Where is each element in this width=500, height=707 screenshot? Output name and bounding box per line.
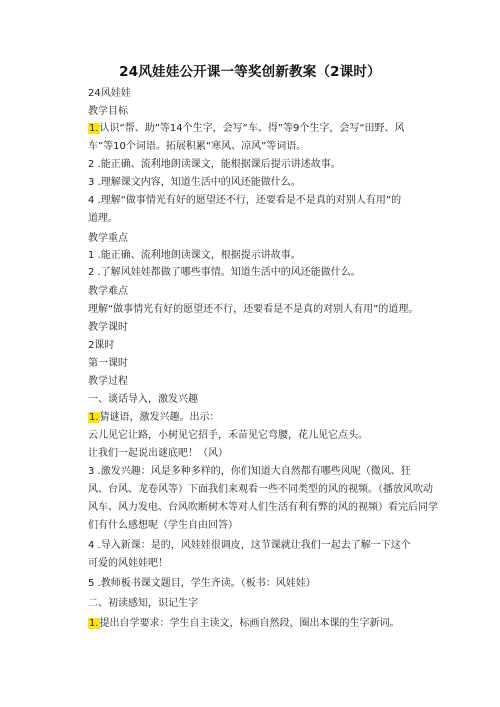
- section-heading-difficulties: 教学难点: [88, 286, 128, 297]
- step-3-line-1: 3 .激发兴趣：风是多种多样的，你们知道大自然都有哪些风呢（微风、狂: [88, 466, 411, 477]
- numbered-marker: 1.: [89, 412, 99, 423]
- objective-3: 3 .理解课文内容，知道生活中的风还能做什么。: [88, 177, 301, 188]
- objective-1: [88, 122, 418, 136]
- step-2-heading: 二、初读感知，识记生字: [88, 598, 198, 609]
- lesson-name: 24风娃娃: [88, 88, 131, 99]
- section-heading-key-points: 教学重点: [88, 233, 128, 244]
- objective-1-continued: 车”等10个词语。拓展积累“寒风、凉风”等词语。: [88, 141, 307, 152]
- step-3-line-2: 风、台风、龙卷风等）下面我们来观看一些不同类型的风的视频。（播放风吹动: [88, 484, 433, 495]
- step-5: 5 .教师板书课文题目，学生齐读。（板书：风娃娃）: [88, 578, 316, 589]
- objective-2: 2 .能正确、流利地朗读课文，能根据课后提示讲述故事。: [88, 159, 341, 170]
- riddle-text: 云儿见它让路，小树见它招手，禾苗见它弯腰，花儿见它点头。: [88, 430, 368, 441]
- step-1-heading: 一、谈话导入，激发兴趣: [88, 394, 198, 405]
- riddle-answer: 让我们一起说出谜底吧！（风）: [88, 448, 228, 459]
- document-title: 24风娃娃公开课一等奖创新教案（2课时）: [119, 64, 381, 80]
- key-point-1: 1 .能正确、流利地朗读课文，根据提示讲故事。: [88, 250, 301, 261]
- objective-4-continued: 道理。: [88, 213, 118, 224]
- riddle-intro: [88, 411, 418, 425]
- periods-value: 2课时: [88, 340, 115, 351]
- difficulty-text: 理解“做事情光有好的愿望还不行，还要看是不是真的对别人有用”的道理。: [88, 304, 419, 315]
- key-point-2: 2 .了解风娃娃都做了哪些事情。知道生活中的风还能做什么。: [88, 267, 361, 278]
- section-heading-process: 教学过程: [88, 376, 128, 387]
- section-heading-objectives: 教学目标: [88, 106, 128, 117]
- riddle-intro-text: 猜谜语，激发兴趣。出示：: [99, 412, 220, 423]
- numbered-marker: 1.: [89, 618, 99, 629]
- self-study-requirement: [88, 617, 418, 631]
- numbered-marker: 1.: [89, 123, 99, 134]
- step-4-line-1: 4 .导入新课：是的，风娃娃很调皮，这节课就让我们一起去了解一下这个: [88, 540, 411, 551]
- self-study-text: 提出自学要求：学生自主读文，标画自然段，圈出本课的生字新词。: [99, 618, 400, 629]
- objective-4: 4 .理解“做事情光有好的愿望还不行，还要看是不是真的对别人有用”的: [88, 195, 402, 206]
- first-period-heading: 第一课时: [88, 358, 128, 369]
- step-3-line-3: 风车、风力发电、台风吹断树木等对人们生活有利有弊的风的视频）看完后同学: [88, 502, 438, 513]
- step-4-line-2: 可爱的风娃娃吧！: [88, 558, 168, 569]
- step-3-line-4: 们有什么感想呢（学生自由回答）: [88, 520, 238, 531]
- objective-1-text: 认识“帮、助”等14个生字，会写“车、得”等9个生字，会写“田野、风: [99, 123, 405, 134]
- section-heading-periods: 教学课时: [88, 322, 128, 333]
